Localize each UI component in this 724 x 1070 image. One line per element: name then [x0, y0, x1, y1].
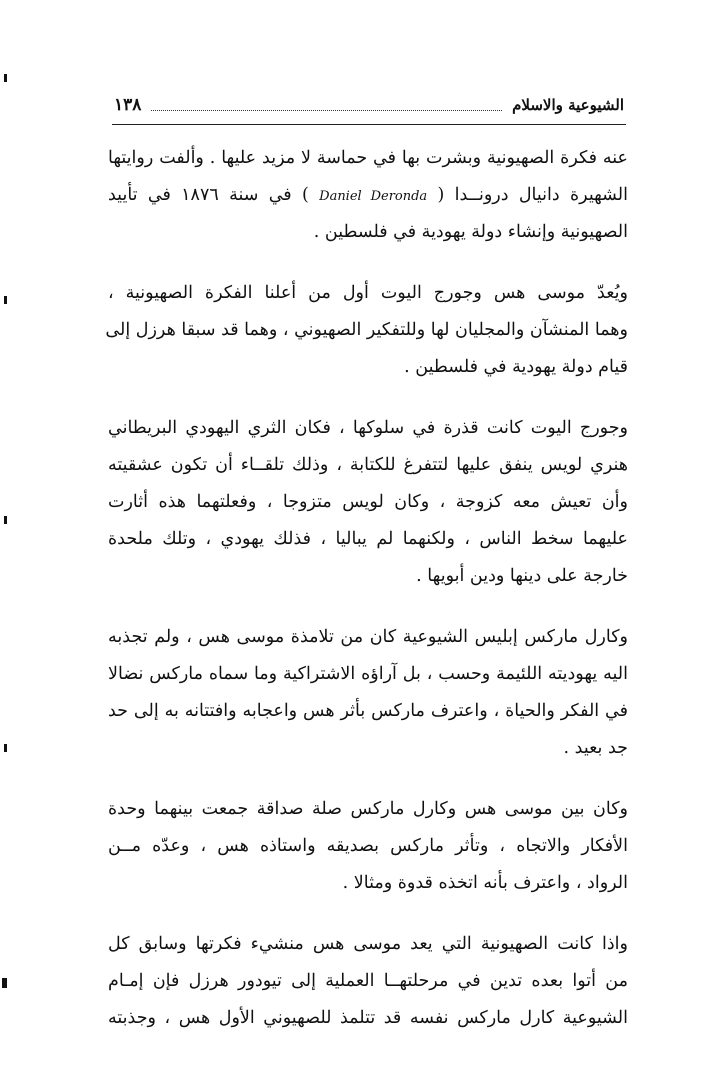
running-head	[114, 92, 624, 118]
text-line	[108, 177, 628, 214]
text-line: الصهيونية وإنشاء دولة يهودية في فلسطين .	[313, 222, 628, 242]
text-line: واذا كانت الصهيونية التي يعد موسى هس منشيء فكرتها وسابق كل	[108, 934, 628, 954]
text-line: جد بعيد .	[563, 738, 628, 758]
scan-edge-mark	[4, 74, 7, 82]
text-line: الرواد ، واعترف بأنه اتخذه قدوة ومثالا .	[342, 873, 628, 893]
text-line: عليهما سخط الناس ، ولكنهما لم يباليا ، فذلك يهودي ، وتلك ملحدة	[108, 529, 628, 549]
text-line: وأن تعيش معه كزوجة ، وكان لويس متزوجا ، وفعلتهما هذه أثارت	[108, 492, 628, 512]
paragraph-4	[108, 619, 628, 767]
paragraph-6	[108, 926, 628, 1037]
text-line: وهما المنشآن والمجليان لها وللتفكير الصهيوني ، وهما قد سبقا هرزل إلى	[105, 320, 628, 340]
scan-edge-mark	[4, 296, 7, 304]
text-line: وجورج اليوت كانت قذرة في سلوكها ، فكان الثري اليهودي البريطاني	[108, 418, 628, 438]
body-text	[105, 140, 628, 1061]
text-line: في الفكر والحياة ، واعترف ماركس بأثر هس واعجابه وافتتانه به إلى حد	[108, 701, 628, 721]
paragraph-2	[105, 275, 628, 386]
paragraph-5	[108, 791, 628, 902]
header-rule	[112, 124, 626, 125]
scan-edge-mark	[4, 744, 7, 752]
text-line: هنري لويس ينفق عليها لتتفرغ للكتابة ، وذلك تلقــاء أن تكون عشقيته	[108, 455, 628, 475]
text-segment: ) في سنة ١٨٧٦ في تأييد	[108, 185, 309, 205]
text-segment: الشهيرة دانيال درونــدا (	[437, 185, 628, 205]
scan-edge-mark	[4, 516, 7, 524]
text-line: وكارل ماركس إبليس الشيوعية كان من تلامذة موسى هس ، ولم تجذبه	[108, 627, 628, 647]
text-line: قيام دولة يهودية في فلسطين .	[404, 357, 628, 377]
text-line: اليه يهوديته اللئيمة وحسب ، بل آراؤه الاشتراكية وما سماه ماركس نضالا	[108, 664, 628, 684]
page-number: ١٣٨	[114, 95, 142, 115]
text-line: من أتوا بعده تدين في مرحلتهــا العملية إلى تيودور هرزل فإن إمـام	[108, 971, 628, 991]
text-line: الأفكار والاتجاه ، وتأثر ماركس بصديقه واستاذه هس ، وعدّه مــن	[108, 836, 628, 856]
text-line: ويُعدّ موسى هس وجورج اليوت أول من أعلنا الفكرة الصهيونية ،	[108, 283, 628, 303]
text-line: خارجة على دينها ودين أبويها .	[416, 566, 628, 586]
leader-dots	[151, 100, 502, 111]
text-line: وكان بين موسى هس وكارل ماركس صلة صداقة جمعت بينهما وحدة	[108, 799, 628, 819]
paragraph-3	[108, 410, 628, 595]
scan-edge-mark	[2, 978, 7, 988]
paragraph-1	[108, 140, 628, 251]
book-title: الشيوعية والاسلام	[512, 96, 624, 114]
latin-title: Daniel Deronda	[319, 189, 428, 204]
text-line: عنه فكرة الصهيونية وبشرت بها في حماسة لا مزيد عليها . وألفت روايتها	[108, 148, 628, 168]
text-line: الشيوعية كارل ماركس نفسه قد تتلمذ للصهيوني الأول هس ، وجذبته	[108, 1008, 628, 1028]
